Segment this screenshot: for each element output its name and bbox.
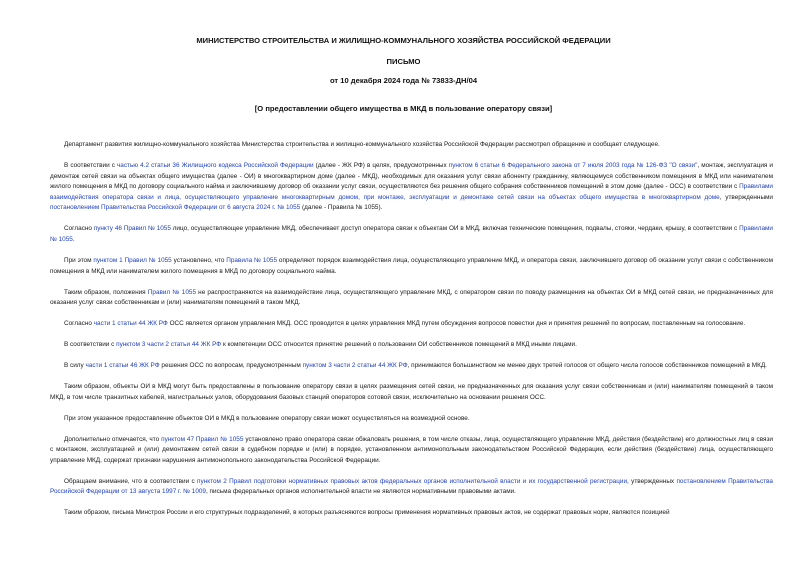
legal-reference-link[interactable]: пунктом 47 Правил № 1055 [161, 435, 244, 443]
paragraph [50, 340, 773, 351]
document-body [50, 140, 773, 529]
paragraph-text: установлено, что [171, 256, 227, 264]
paragraph-text: В соответствии с [64, 341, 117, 349]
paragraph-text: решения ОСС по вопросам, предусмотренным [159, 362, 303, 370]
legal-reference-link[interactable]: Правил № 1055 [147, 288, 196, 296]
paragraph [50, 140, 773, 151]
paragraph [50, 256, 773, 277]
paragraph-text: Дополнительно отмечается, что [64, 435, 162, 443]
legal-reference-link[interactable]: постановлением Правительства Российской Федерации от 13 августа 1997 г. № 1009 [50, 477, 773, 496]
paragraph-text: определяют порядок взаимодействия лица, осуществляющего управление МКД, и оператора связи, заключившего договор об оказании услуг связи с собственником помещения в МКД или нанимателем жилого помещения в МКД по договору социального найма. [50, 256, 773, 275]
paragraph-text: , письма федеральных органов исполнительной власти не являются нормативными правовыми актами. [206, 488, 516, 496]
legal-reference-link[interactable]: части 1 статьи 44 ЖК РФ [93, 320, 168, 328]
date-number: от 10 декабря 2024 года № 73833-ДН/04 [329, 76, 478, 85]
legal-reference-link[interactable]: Правилами № 1055 [50, 225, 773, 243]
paragraph [50, 414, 773, 425]
paragraph-text: установлено право оператора связи обжаловать решения, в том числе отказы, лица, осуществляющего управление МКД, действия (бездействие) его должностных лиц в связи с монтажом, эксплуатацией и (или) демонтажем сетей связи в судебном порядке и (или) в порядке, установленном антимонопольным законодательством Российской Федерации, если действия (бездействие) лица, осуществляющего управление МКД, содержат признаки нарушения антимонопольного законодательства Российской Федерации. [50, 435, 773, 464]
paragraph [50, 288, 773, 309]
paragraph-text: Обращаем внимание, что в соответствии с [64, 477, 198, 485]
paragraph [50, 361, 773, 372]
document-title: [О предоставлении общего имущества в МКД в пользование оператору связи] [254, 104, 553, 113]
legal-reference-link[interactable]: части 1 статьи 46 ЖК РФ [85, 362, 160, 370]
paragraph-text: Департамент развития жилищно-коммунального хозяйства Министерства строительства и жилищно-коммунального хозяйства Российской Федерации рассмотрел обращение и сообщает следующее. [64, 141, 660, 148]
paragraph [50, 508, 773, 519]
ministry-heading: МИНИСТЕРСТВО СТРОИТЕЛЬСТВА И ЖИЛИЩНО-КОММУНАЛЬНОГО ХОЗЯЙСТВА РОССИЙСКОЙ ФЕДЕРАЦИИ [196, 36, 611, 45]
paragraph-text: не распространяются на взаимодействие лица, осуществляющего управление МКД, с оператором связи по поводу размещения на объектах ОИ в МКД сетей связи, не предназначенных для оказания услуг связи собственникам и (или) нанимателям помещений в таком МКД. [50, 288, 773, 307]
paragraph-text: . [72, 235, 75, 243]
paragraph-text: (далее - ЖК РФ) в целях, предусмотренных [313, 161, 449, 169]
paragraph-text: При этом указанное предоставление объектов ОИ в МКД в пользование оператору связи может осуществляться на возмездной основе. [64, 414, 470, 422]
legal-reference-link[interactable]: Правилами взаимодействия оператора связи и лица, осуществляющего управление многоквартирным домом, при монтаже, эксплуатации и демонтаже сетей связи на объектах общего имущества в многоквартирном доме [50, 183, 773, 201]
paragraph-text: В соответствии с [64, 161, 117, 169]
paragraph-text: к компетенции ОСС относится принятие решений о пользовании ОИ собственников помещений в МКД иными лицами. [221, 341, 577, 349]
legal-reference-link[interactable]: пунктом 2 Правил подготовки нормативных правовых актов федеральных органов исполнительной власти и их государственной регистрации [197, 477, 628, 485]
paragraph [50, 477, 773, 498]
paragraph-text: Таким образом, объекты ОИ в МКД могут быть предоставлены в пользование оператору связи в целях размещения сетей связи, не предназначенных для оказания услуг связи собственникам и (или) нанимателям помещений в таком МКД, в том числе транзитных кабелей, магистральных узлов, оборудования базовых станций операторов сотовой связи, исключительно на основании решения ОСС. [50, 383, 773, 401]
paragraph [50, 161, 773, 214]
legal-reference-link[interactable]: пунктом 6 статьи 6 Федерального закона от 7 июля 2003 года № 126-ФЗ "О связи" [448, 161, 698, 169]
legal-reference-link[interactable]: постановлением Правительства Российской Федерации от 6 августа 2024 г. № 1055 [50, 204, 301, 212]
legal-reference-link[interactable]: пункту 46 Правил № 1055 [93, 225, 171, 233]
paragraph-text: Согласно [64, 320, 94, 328]
paragraph-text: При этом [64, 256, 94, 264]
paragraph-text: , монтаж, эксплуатация и демонтаж сетей связи на объектах общего имущества (далее - ОИ) в многоквартирном доме (далее - МКД), необходимых для оказания услуг связи абоненту гражданину, являющемуся собственником помещения в МКД или нанимателем жилого помещения в МКД по договору социального найма и заключившему договор об оказании услуг связи, осуществляются без решения общего собрания собственников помещений в этом доме (далее - ОСС) в соответствии с [50, 161, 773, 191]
paragraph [50, 224, 773, 245]
paragraph-text: , принимаются большинством не менее двух третей голосов от общего числа голосов собственников помещений в МКД. [407, 362, 767, 370]
paragraph-text: Согласно [64, 225, 94, 233]
paragraph [50, 435, 773, 467]
legal-reference-link[interactable]: Правила № 1055 [226, 256, 278, 264]
document-type: ПИСЬМО [386, 57, 421, 66]
legal-reference-link[interactable]: пунктом 3 части 2 статьи 44 ЖК РФ [116, 341, 222, 349]
paragraph-text: ОСС является органом управления МКД. ОСС проводится в целях управления МКД путем обсуждения вопросов повестки дня и принятия решений по вопросам, поставленным на голосование. [167, 320, 746, 328]
legal-reference-link[interactable]: пунктом 1 Правил № 1055 [93, 256, 172, 264]
paragraph-text: , утвержденных [627, 477, 677, 485]
legal-reference-link[interactable]: частью 4.2 статьи 36 Жилищного кодекса Российской Федерации [116, 161, 314, 169]
paragraph-text: В силу [64, 362, 86, 370]
paragraph-text: Таким образом, положения [64, 288, 148, 296]
paragraph-text: лицо, осуществляющее управление МКД, обеспечивает доступ оператора связи к объектам ОИ в МКД, включая технические помещения, подвалы, стояки, чердаки, крышу, в соответствии с [170, 225, 740, 233]
paragraph [50, 382, 773, 403]
legal-reference-link[interactable]: пунктом 3 части 2 статьи 44 ЖК РФ [302, 362, 408, 370]
paragraph-text: Таким образом, письма Минстроя России и его структурных подразделений, в которых разъясняются вопросы применения нормативных правовых актов, не содержат правовых норм, являются позицией [64, 509, 670, 517]
paragraph-text: , утвержденными [719, 193, 774, 201]
paragraph [50, 319, 773, 330]
paragraph-text: (далее - Правила № 1055). [300, 204, 383, 212]
